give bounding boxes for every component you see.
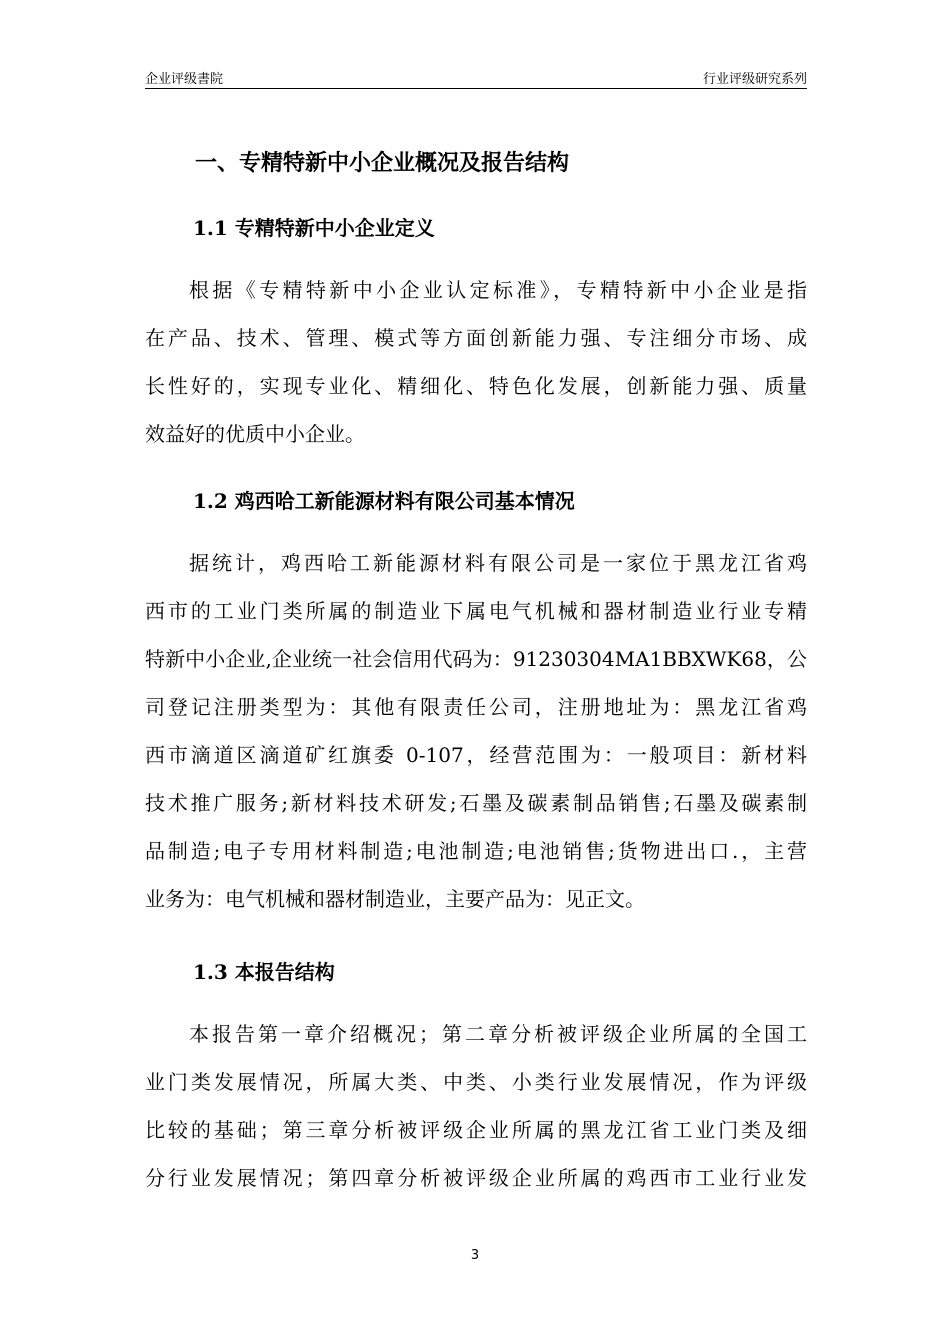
paragraph-report-structure [145, 1010, 807, 1202]
header-left-text: 企业评级書院 [145, 72, 224, 87]
paragraph-line: 技术推广服务;新材料技术研发;石墨及碳素制品销售;石墨及碳素制 [145, 791, 807, 815]
paragraph-line: 特新中小企业,企业统一社会信用代码为：91230304MA1BBXWK68，公 [145, 647, 807, 671]
page-number: 3 [470, 1248, 480, 1263]
paragraph-line: 业门类发展情况，所属大类、中类、小类行业发展情况，作为评级 [145, 1070, 807, 1094]
paragraph-line: 比较的基础；第三章分析被评级企业所属的黑龙江省工业门类及细 [145, 1118, 807, 1142]
header-right-text: 行业评级研究系列 [702, 72, 807, 87]
section-heading-1-2: 1.2 鸡西哈工新能源材料有限公司基本情况 [193, 489, 575, 513]
paragraph-line: 长性好的，实现专业化、精细化、特色化发展，创新能力强、质量 [145, 374, 807, 398]
paragraph-line: 效益好的优质中小企业。 [145, 422, 365, 446]
paragraph-line: 根据《专精特新中小企业认定标准》，专精特新中小企业是指 [189, 278, 807, 302]
paragraph-line: 在产品、技术、管理、模式等方面创新能力强、专注细分市场、成 [145, 326, 807, 350]
paragraph-line: 西市滴道区滴道矿红旗委 0-107，经营范围为：一般项目：新材料 [145, 743, 807, 767]
paragraph-line: 司登记注册类型为：其他有限责任公司，注册地址为：黑龙江省鸡 [145, 695, 807, 719]
paragraph-definition [145, 266, 807, 458]
paragraph-line: 业务为：电气机械和器材制造业，主要产品为：见正文。 [145, 887, 645, 911]
paragraph-line: 分行业发展情况；第四章分析被评级企业所属的鸡西市工业行业发 [145, 1166, 807, 1190]
page-header [145, 66, 807, 89]
paragraph-line: 据统计，鸡西哈工新能源材料有限公司是一家位于黑龙江省鸡 [189, 551, 807, 575]
paragraph-line: 本报告第一章介绍概况；第二章分析被评级企业所属的全国工 [189, 1022, 807, 1046]
paragraph-line: 西市的工业门类所属的制造业下属电气机械和器材制造业行业专精 [145, 599, 807, 623]
section-heading-1-3: 1.3 本报告结构 [193, 960, 335, 984]
paragraph-company-info [145, 539, 807, 923]
section-heading-1-1: 1.1 专精特新中小企业定义 [193, 216, 435, 240]
paragraph-line: 品制造;电子专用材料制造;电池制造;电池销售;货物进出口.，主营 [145, 839, 807, 863]
chapter-title: 一、专精特新中小企业概况及报告结构 [195, 150, 570, 176]
